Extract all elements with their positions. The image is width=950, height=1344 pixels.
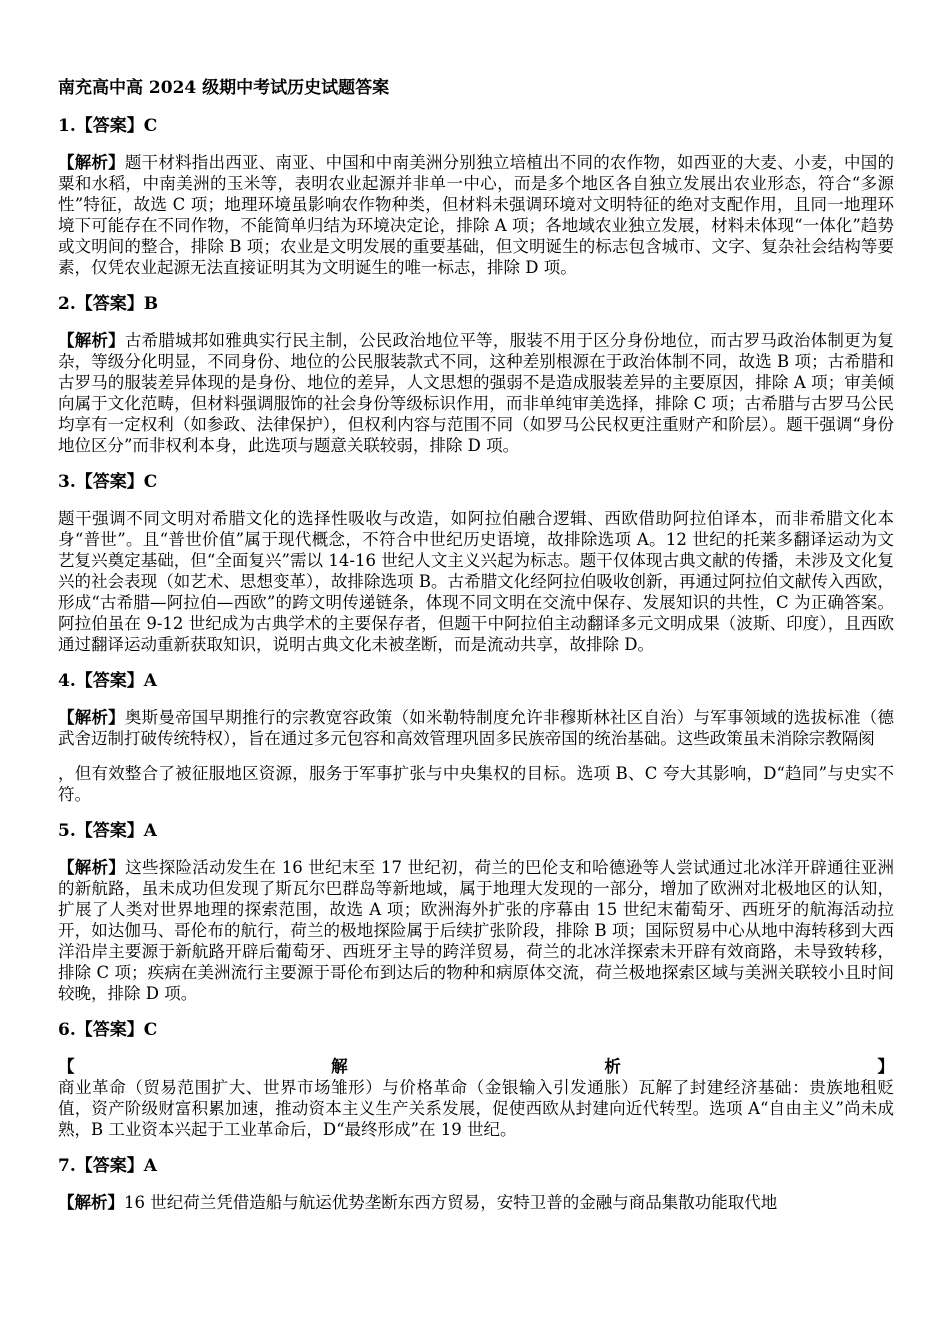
explanation-lead-6: [58, 1056, 894, 1077]
document-title: 南充高中高 2024 级期中考试历史试题答案: [58, 78, 390, 98]
explanation-text-7: 16 世纪荷兰凭借造船与航运优势垄断东西方贸易，安特卫普的金融与商品集散功能取代地: [124, 1193, 778, 1212]
explanation-text-1: 题干材料指出西亚、南亚、中国和中南美洲分别独立培植出不同的农作物，如西亚的大麦、小麦，中国的粟和水稻，中南美洲的玉米等，表明农业起源并非单一中心，而是多个地区各自独立发展出农业形态，符合“多源性”特征，故选 C 项；地理环境虽影响农作物种类，但材料未强调环境对文明特征的绝对支配作用，且同一地理环境下可能存在不同作物，不能简单归结为环境决定论，排除 A 项；各地域农业独立发展，材料未体现“一体化”趋势或文明间的整合，排除 B 项；农业是文明发展的重要基础，但文明诞生的标志包含城市、文字、复杂社会结构等要素，仅凭农业起源无法直接证明其为文明诞生的唯一标志，排除 D 项。: [58, 153, 895, 277]
answer-header-4: 4.【答案】A: [58, 671, 157, 691]
answer-header-5: 5.【答案】A: [58, 821, 157, 841]
explanation-lead-2: 【解析】: [58, 331, 125, 350]
explanation-6: 商业革命（贸易范围扩大、世界市场雏形）与价格革命（金银输入引发通胀）瓦解了封建经济基础：贵族地租贬值，资产阶级财富积累加速，推动资本主义生产关系发展，促使西欧从封建向近代转型。选项 A“自由主义”尚未成熟，B 工业资本兴起于工业革命后，D“最终形成”在 19 世纪。: [58, 1078, 894, 1139]
explanation-text-4: 奥斯曼帝国早期推行的宗教宽容政策（如米勒特制度允许非穆斯林社区自治）与军事领域的选拔标准（德武舍迈制打破传统特权），旨在通过多元包容和高效管理巩固多民族帝国的统治基础。这些政策虽未消除宗教隔阂: [58, 708, 895, 748]
answer-header-1: 1.【答案】C: [58, 116, 158, 136]
lead-bracket-close: 】: [877, 1057, 894, 1076]
answer-header-7: 7.【答案】A: [58, 1156, 157, 1176]
explanation-text-5: 这些探险活动发生在 16 世纪末至 17 世纪初，荷兰的巴伦支和哈德逊等人尝试通过北冰洋开辟通往亚洲的新航路，虽未成功但发现了斯瓦尔巴群岛等新地域，属于地理大发现的一部分，增加了欧洲对北极地区的认知，扩展了人类对世界地理的探索范围，故选 A 项；欧洲海外扩张的序幕由 15 世纪末葡萄牙、西班牙的航海活动拉开，如达伽马、哥伦布的航行，荷兰的极地探险属于后续扩张阶段，排除 B 项；国际贸易中心从地中海转移到大西洋沿岸主要源于新航路开辟后葡萄牙、西班牙主导的跨洋贸易，荷兰的北冰洋探索未开辟有效商路，未导致转移，排除 C 项；疾病在美洲流行主要源于哥伦布到达后的物种和病原体交流，荷兰极地探索区域与美洲关联较小且时间较晚，排除 D 项。: [58, 858, 894, 1003]
explanation-2: [58, 330, 894, 456]
explanation-5: [58, 857, 894, 1004]
explanation-4-continued: ，但有效整合了被征服地区资源，服务于军事扩张与中央集权的目标。选项 B、C 夸大其影响，D“趋同”与史实不符。: [58, 764, 894, 804]
lead-bracket-open: 【: [58, 1057, 75, 1076]
lead-char-xi: 析: [604, 1057, 621, 1076]
explanation-text-2: 古希腊城邦如雅典实行民主制，公民政治地位平等，服装不用于区分身份地位，而古罗马政治体制更为复杂，等级分化明显，不同身份、地位的公民服装款式不同，这种差别根源在于政治体制不同，故选 B 项；古希腊和古罗马的服装差异体现的是身份、地位的差异，人文思想的强弱不是造成服装差异的主要原因，排除 A 项；审美倾向属于文化范畴，但材料强调服饰的社会身份等级标识作用，而非单纯审美选择，排除 C 项；古希腊与古罗马公民均享有一定权利（如参政、法律保护），但权利内容与范围不同（如罗马公民权更注重财产和阶层）。题干强调“身份地位区分”而非权利本身，此选项与题意关联较弱，排除 D 项。: [58, 331, 895, 455]
explanation-lead-1: 【解析】: [58, 153, 125, 172]
explanation-lead-4: 【解析】: [58, 708, 125, 727]
explanation-7: [58, 1192, 894, 1213]
explanation-text-3: 题干强调不同文明对希腊文化的选择性吸收与改造，如阿拉伯融合逻辑、西欧借助阿拉伯译本，而非希腊文化本身“普世”。且“普世价值”属于现代概念，不符合中世纪历史语境，故排除选项 A。12 世纪的托莱多翻译运动为文艺复兴奠定基础，但“全面复兴”需以 14-16 世纪人文主义兴起为标志。题干仅体现古典文献的传播，未涉及文化复兴的社会表现（如艺术、思想变革），故排除选项 B。古希腊文化经阿拉伯吸收创新，再通过阿拉伯文献传入西欧，形成“古希腊—阿拉伯—西欧”的跨文明传递链条，体现不同文明在交流中保存、发展知识的共性，C 为正确答案。阿拉伯虽在 9-12 世纪成为古典学术的主要保存者，但题干中阿拉伯主动翻译多元文明成果（波斯、印度），且西欧通过翻译运动重新获取知识，说明古典文化未被垄断，而是流动共享，故排除 D。: [58, 509, 894, 654]
explanation-3: [58, 508, 894, 655]
explanation-lead-5: 【解析】: [58, 858, 126, 877]
answer-header-2: 2.【答案】B: [58, 294, 159, 314]
lead-char-jie: 解: [331, 1057, 348, 1076]
answer-header-6: 6.【答案】C: [58, 1020, 158, 1040]
explanation-lead-7: 【解析】: [58, 1193, 124, 1212]
explanation-1: [58, 152, 894, 278]
answer-header-3: 3.【答案】C: [58, 472, 158, 492]
explanation-4: [58, 707, 894, 749]
